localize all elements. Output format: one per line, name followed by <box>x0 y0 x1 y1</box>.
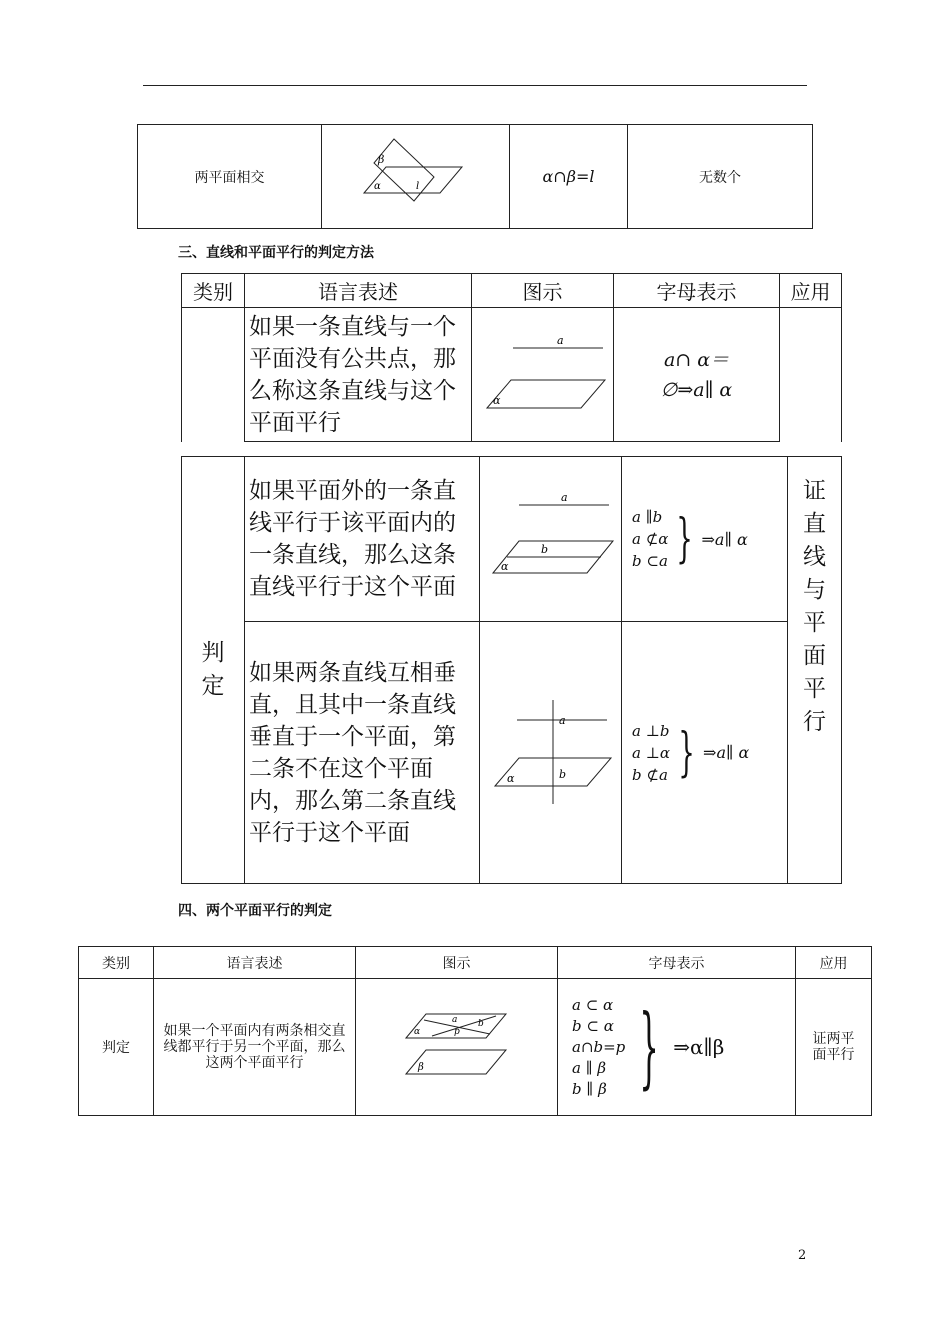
criterion1-text: 如果平面外的一条直线平行于该平面内的一条直线，那么这条直线平行于这个平面 <box>245 457 480 622</box>
svg-text:β: β <box>377 152 384 166</box>
application-criteria: 证直线与平面平行 <box>788 457 842 884</box>
header-application: 应用 <box>780 274 842 308</box>
header-notation: 字母表示 <box>614 274 780 308</box>
s4-header-statement: 语言表述 <box>154 947 356 979</box>
criterion2-text: 如果两条直线互相垂直，且其中一条直线垂直于一个平面，第二条不在这个平面内，那么第二条直线平行于这个平面 <box>245 622 480 884</box>
svg-text:a: a <box>560 491 568 504</box>
definition-formula: a∩ α＝ ∅⇒a∥ α <box>614 308 780 442</box>
section4-heading: 四、两个平面平行的判定 <box>178 903 332 919</box>
header-rule <box>143 85 807 86</box>
section3-heading: 三、直线和平面平行的判定方法 <box>178 245 374 261</box>
svg-text:α: α <box>506 771 514 785</box>
svg-text:b: b <box>558 767 566 781</box>
svg-text:a: a <box>558 713 566 727</box>
s4-header-notation: 字母表示 <box>558 947 796 979</box>
header-statement: 语言表述 <box>245 274 472 308</box>
svg-text:a: a <box>451 1015 457 1025</box>
header-category: 类别 <box>182 274 245 308</box>
intersection-figure <box>322 125 510 229</box>
svg-text:α: α <box>500 560 508 573</box>
svg-text:b: b <box>540 543 548 556</box>
svg-text:α: α <box>492 393 500 407</box>
criterion1-formula: a ∥b a ⊄α b ⊂a } ⇒a∥ α <box>622 457 788 622</box>
s4-category: 判定 <box>79 979 154 1116</box>
plane-plane-table <box>78 946 872 1116</box>
criterion2-figure <box>480 622 622 884</box>
s4-figure <box>356 979 558 1116</box>
svg-text:α: α <box>373 180 381 192</box>
svg-text:b: b <box>477 1019 484 1029</box>
svg-text:p: p <box>453 1027 460 1037</box>
s4-application: 证两平面平行 <box>796 979 872 1116</box>
page-number: 2 <box>798 1248 807 1263</box>
s4-header-application: 应用 <box>796 947 872 979</box>
svg-text:α: α <box>413 1027 420 1037</box>
s4-text: 如果一个平面内有两条相交直线都平行于另一个平面，那么这两个平面平行 <box>154 979 356 1116</box>
line-plane-table-criteria <box>181 456 842 884</box>
s4-formula: a ⊂ α b ⊂ α a∩b=p a ∥ β b ∥ β } ⇒α∥β <box>558 979 796 1116</box>
criterion1-figure <box>480 457 622 622</box>
relation-name: 两平面相交 <box>138 125 322 229</box>
category-criteria: 判定 <box>182 457 245 884</box>
definition-text: 如果一条直线与一个平面没有公共点，那么称这条直线与这个平面平行 <box>245 308 472 442</box>
criterion2-formula: a ⊥b a ⊥α b ⊄a } ⇒a∥ α <box>622 622 788 884</box>
intersection-symbol: α∩β=l <box>510 125 628 229</box>
common-points: 无数个 <box>628 125 813 229</box>
plane-intersection-table <box>137 124 813 229</box>
svg-text:l: l <box>415 180 419 192</box>
header-figure: 图示 <box>472 274 614 308</box>
definition-figure <box>472 308 614 442</box>
s4-header-figure: 图示 <box>356 947 558 979</box>
s4-header-category: 类别 <box>79 947 154 979</box>
line-plane-table-def <box>181 273 842 442</box>
svg-text:a: a <box>556 333 564 347</box>
svg-text:β: β <box>417 1062 424 1073</box>
